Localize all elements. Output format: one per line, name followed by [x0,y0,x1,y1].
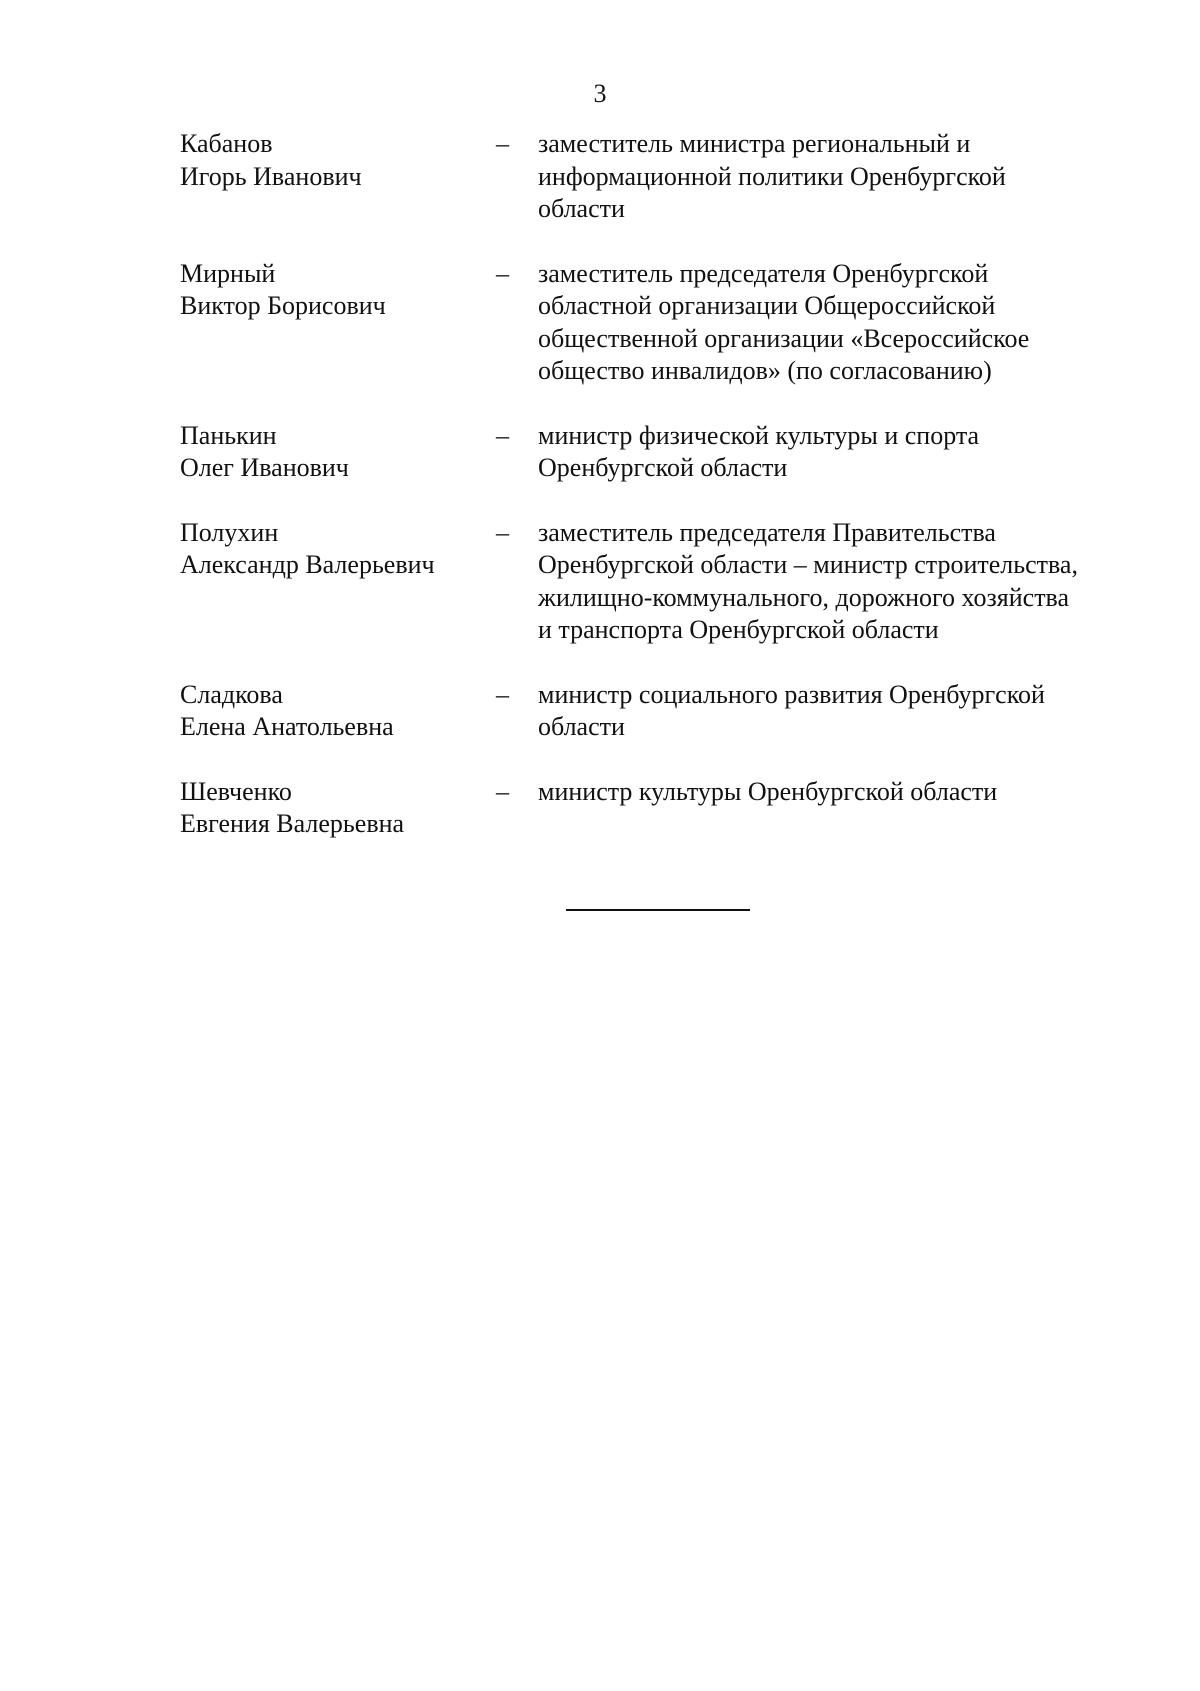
page-number: 3 [593,79,607,108]
member-position: заместитель председателя Оренбургской областной организации Общероссийской общественной организации «Всероссийское общество инвалидов» (по согласованию) [538,258,1030,385]
member-dash: – [496,420,509,450]
member-name [180,776,496,841]
member-surname: Полухин [180,517,279,547]
member-name [180,517,496,582]
member-surname: Кабанов [180,129,273,158]
member-position: заместитель министра региональный и информационной политики Оренбургской области [538,129,1006,223]
member-name [180,420,496,485]
member-given-names: Евгения Валерьевна [180,809,405,838]
member-dash: – [496,258,509,288]
member-entry-mirny [180,258,1140,388]
member-given-names: Виктор Борисович [180,291,386,320]
member-name [180,128,496,193]
member-surname: Панькин [180,420,277,450]
member-dash: – [496,129,509,158]
member-surname: Шевченко [180,776,292,806]
member-position: министр культуры Оренбургской области [538,776,998,806]
members-list [180,128,1140,873]
member-given-names: Олег Иванович [180,453,349,482]
member-entry-shevchenko [180,776,1140,841]
member-surname: Сладкова [180,679,283,709]
member-position: министр физической культуры и спорта Оренбургской области [538,420,980,482]
member-given-names: Игорь Иванович [180,161,362,191]
member-surname: Мирный [180,258,276,288]
member-position: министр социального развития Оренбургской области [538,679,1045,741]
member-entry-pankin [180,420,1140,485]
end-of-list-rule [566,909,750,911]
member-position: заместитель председателя Правительства Оренбургской области – министр строительства, жилищно-коммунального, дорожного хозяйства и транспорта Оренбургской области [538,517,1078,644]
member-dash: – [496,776,509,806]
member-name [180,258,496,323]
member-entry-sladkova [180,679,1140,744]
member-dash: – [496,517,509,547]
member-name [180,679,496,744]
member-entry-polukhin [180,517,1140,647]
member-entry-kabanov [180,128,1140,226]
member-dash: – [496,679,509,709]
member-given-names: Александр Валерьевич [180,550,435,579]
member-given-names: Елена Анатольевна [180,712,394,741]
